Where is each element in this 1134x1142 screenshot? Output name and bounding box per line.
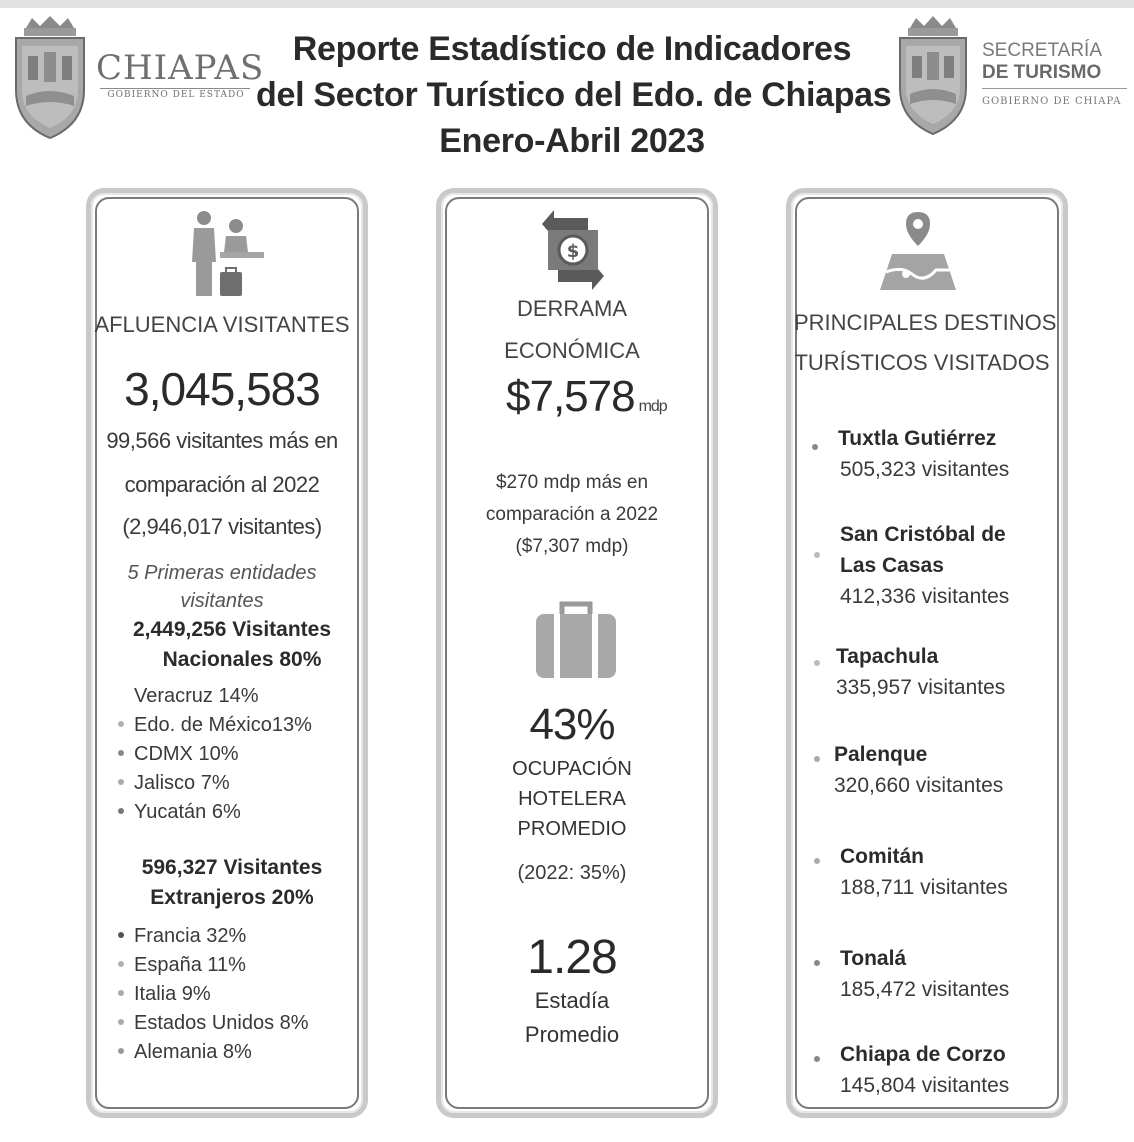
- money-exchange-icon: [538, 208, 608, 292]
- visitors-icon: [190, 210, 266, 298]
- destination-name: Chiapa de Corzo: [840, 1043, 1006, 1066]
- destination-visitors: 188,711 visitantes: [840, 876, 1008, 899]
- list-item: Italia 9%: [118, 980, 309, 1009]
- destination-visitors: 335,957 visitantes: [836, 676, 1006, 699]
- secretaria-wordmark: [982, 40, 1102, 84]
- bullet-icon: [814, 960, 820, 966]
- page-title: [256, 26, 892, 164]
- bullet-icon: [118, 990, 124, 996]
- afluencia-compare-2: comparación al 2022: [124, 472, 320, 497]
- destination-item: [812, 500, 1009, 612]
- destination-name: San Cristóbal de: [840, 523, 1006, 546]
- extranjeros-line-1: 596,327 Visitantes: [141, 856, 323, 879]
- afluencia-compare-1: 99,566 visitantes más en: [106, 428, 338, 453]
- estadia-line-1: Estadía: [534, 988, 610, 1013]
- bullet-icon: [814, 552, 820, 558]
- extranjeros-line-2: Extranjeros 20%: [150, 886, 314, 909]
- derrama-heading-1: DERRAMA: [516, 296, 627, 321]
- bullet-icon: [118, 721, 124, 727]
- list-item: España 11%: [118, 951, 309, 980]
- top-bar: [0, 0, 1134, 8]
- afluencia-total: 3,045,583: [124, 363, 320, 415]
- derrama-unit: mdp: [638, 398, 667, 415]
- bullet-icon: [118, 1048, 124, 1054]
- estadia-line-2: Promedio: [524, 1022, 620, 1047]
- list-item: Yucatán 6%: [118, 798, 312, 827]
- list-item: Francia 32%: [118, 922, 309, 951]
- bullet-icon: [118, 1019, 124, 1025]
- derrama-amount: [506, 372, 667, 422]
- bullet-icon: [118, 961, 124, 967]
- derrama-compare-1: $270 mdp más en: [495, 472, 649, 493]
- ocupacion-line-1: OCUPACIÓN: [512, 758, 632, 780]
- derrama-heading-2: ECONÓMICA: [504, 338, 640, 363]
- afluencia-heading: AFLUENCIA VISITANTES: [94, 312, 350, 337]
- list-item: Jalisco 7%: [118, 769, 312, 798]
- chiapas-wordmark: CHIAPAS: [96, 48, 265, 88]
- destination-name-2: Las Casas: [840, 554, 944, 577]
- bullet-icon: [118, 692, 124, 698]
- bullet-icon: [118, 932, 124, 938]
- bullet-icon: [814, 756, 820, 762]
- secretaria-subtitle: GOBIERNO DE CHIAPA: [982, 96, 1122, 107]
- secretaria-line-2: DE TURISMO: [982, 62, 1102, 83]
- ocupacion-prev: (2022: 35%): [517, 862, 627, 884]
- derrama-amount-value: $7,578: [506, 372, 635, 421]
- top5-line-1: 5 Primeras entidades: [127, 562, 317, 584]
- list-item: CDMX 10%: [118, 740, 312, 769]
- destination-name: Tapachula: [836, 645, 939, 668]
- chiapas-subtitle: GOBIERNO DEL ESTADO: [107, 90, 245, 100]
- destination-visitors: 505,323 visitantes: [840, 458, 1010, 481]
- list-item: Alemania 8%: [118, 1038, 309, 1067]
- destination-item: [812, 622, 1005, 703]
- secretaria-divider: [982, 88, 1127, 89]
- destination-visitors: 412,336 visitantes: [840, 585, 1010, 608]
- destination-item: [812, 924, 1009, 1005]
- destination-item: [812, 1020, 1009, 1101]
- destination-name: Tonalá: [840, 947, 907, 970]
- ocupacion-line-2: HOTELERA: [518, 788, 626, 810]
- destination-item: [812, 404, 1009, 485]
- nacionales-line-2: Nacionales 80%: [162, 648, 322, 671]
- bullet-icon: [118, 808, 124, 814]
- nacionales-line-1: 2,449,256 Visitantes: [132, 618, 332, 641]
- bullet-icon: [812, 444, 818, 450]
- extranjeros-list: [118, 922, 309, 1067]
- bullet-icon: [814, 1056, 820, 1062]
- map-pin-icon: [876, 208, 960, 292]
- derrama-compare-2: comparación a 2022: [485, 504, 659, 525]
- list-item: Estados Unidos 8%: [118, 1009, 309, 1038]
- nacionales-list: [118, 682, 312, 827]
- bullet-icon: [814, 660, 820, 666]
- ocupacion-line-3: PROMEDIO: [517, 818, 627, 840]
- destinos-heading-2: TURÍSTICOS VISITADOS: [794, 350, 1050, 375]
- estadia-value: 1.28: [527, 931, 617, 984]
- bullet-icon: [814, 858, 820, 864]
- destination-item: [812, 720, 1003, 801]
- list-item: Veracruz 14%: [118, 682, 312, 711]
- destination-name: Tuxtla Gutiérrez: [838, 427, 997, 450]
- bullet-icon: [118, 750, 124, 756]
- destination-name: Palenque: [834, 743, 928, 766]
- destinos-heading-1: PRINCIPALES DESTINOS: [794, 310, 1057, 335]
- destination-name: Comitán: [840, 845, 924, 868]
- destination-item: [812, 822, 1008, 903]
- chiapas-coat-of-arms-logo: [10, 12, 90, 142]
- derrama-compare-3: ($7,307 mdp): [515, 536, 629, 557]
- title-line-3: Enero-Abril 2023: [439, 122, 705, 160]
- destination-visitors: 185,472 visitantes: [840, 978, 1010, 1001]
- afluencia-compare-3: (2,946,017 visitantes): [122, 514, 322, 539]
- ocupacion-pct: 43%: [529, 700, 615, 749]
- suitcase-icon: [534, 600, 618, 680]
- bullet-icon: [118, 779, 124, 785]
- svg-text:$: $: [566, 241, 580, 262]
- destination-visitors: 145,804 visitantes: [840, 1074, 1010, 1097]
- list-item: Edo. de México13%: [118, 711, 312, 740]
- title-line-1: Reporte Estadístico de Indicadores: [292, 30, 852, 68]
- chiapas-divider: [100, 88, 250, 89]
- title-line-2: del Sector Turístico del Edo. de Chiapas: [256, 76, 892, 114]
- top5-line-2: visitantes: [180, 590, 264, 612]
- turismo-coat-of-arms-logo: [894, 12, 972, 138]
- destination-visitors: 320,660 visitantes: [834, 774, 1004, 797]
- secretaria-line-1: SECRETARÍA: [982, 40, 1103, 61]
